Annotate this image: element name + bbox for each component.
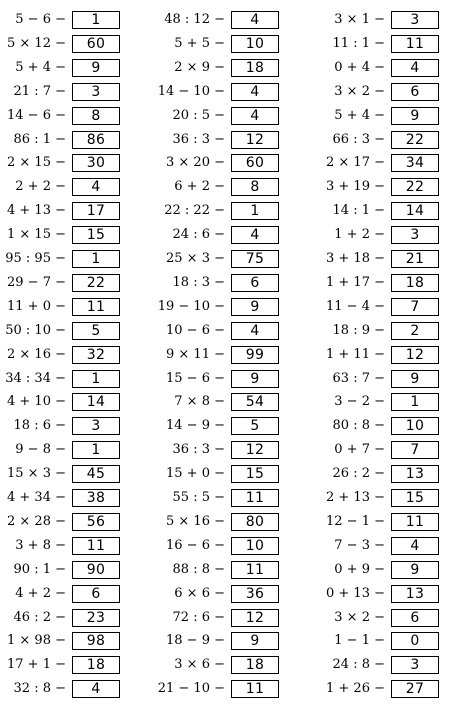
answer-box[interactable]: 3 xyxy=(391,656,439,674)
problem-row xyxy=(0,247,150,271)
problem-expression: 50 : 10 − xyxy=(5,322,66,338)
problem-row xyxy=(150,606,300,630)
problem-expression: 3 × 2 − xyxy=(334,609,385,625)
problem-row xyxy=(0,653,150,677)
answer-box[interactable]: 9 xyxy=(231,370,279,388)
problem-expression: 25 × 3 − xyxy=(166,251,225,266)
problem-row xyxy=(300,510,449,534)
answer-box[interactable]: 11 xyxy=(391,35,439,53)
answer-box[interactable]: 4 xyxy=(231,322,279,340)
problem-row xyxy=(150,295,300,319)
problem-row xyxy=(300,582,449,606)
problem-row xyxy=(0,343,150,367)
answer-box[interactable]: 11 xyxy=(231,561,279,579)
problem-expression: 12 − 1 − xyxy=(326,513,385,529)
problem-expression: 17 + 1 − xyxy=(7,657,66,673)
problem-row xyxy=(150,104,300,128)
problem-row xyxy=(0,606,150,630)
problem-expression: 6 + 2 − xyxy=(174,179,225,195)
problem-expression: 24 : 8 − xyxy=(332,657,385,673)
problem-row xyxy=(150,367,300,391)
problem-row xyxy=(0,367,150,391)
problem-expression: 3 + 19 − xyxy=(326,179,385,195)
problem-row xyxy=(150,32,300,56)
answer-box[interactable]: 75 xyxy=(231,250,279,268)
answer-box[interactable]: 12 xyxy=(391,346,439,364)
problem-expression: 6 × 6 − xyxy=(174,585,225,601)
answer-box[interactable]: 1 xyxy=(391,393,439,411)
answer-box[interactable]: 3 xyxy=(72,83,120,101)
answer-box[interactable]: 4 xyxy=(231,11,279,29)
problem-row xyxy=(0,438,150,462)
problem-expression: 21 : 7 − xyxy=(13,83,66,99)
problem-expression: 1 × 98 − xyxy=(7,633,66,649)
answer-box[interactable]: 4 xyxy=(72,680,120,698)
problem-row xyxy=(150,677,300,701)
answer-box[interactable]: 18 xyxy=(391,274,439,292)
problem-expression: 80 : 8 − xyxy=(332,418,385,434)
problem-expression: 88 : 8 − xyxy=(172,561,225,577)
problem-row xyxy=(0,319,150,343)
problem-row xyxy=(0,510,150,534)
answer-box[interactable]: 12 xyxy=(231,441,279,459)
problem-row xyxy=(0,629,150,653)
problem-row xyxy=(300,104,449,128)
problem-row xyxy=(150,629,300,653)
problem-expression: 1 + 11 − xyxy=(326,346,385,362)
answer-box[interactable]: 5 xyxy=(72,322,120,340)
problem-row xyxy=(150,438,300,462)
answer-box[interactable]: 45 xyxy=(72,465,120,483)
problem-expression: 90 : 1 − xyxy=(13,561,66,577)
problem-expression: 34 : 34 − xyxy=(5,370,66,386)
answer-box[interactable]: 4 xyxy=(231,226,279,244)
problem-expression: 22 : 22 − xyxy=(164,203,225,219)
answer-box[interactable]: 6 xyxy=(391,83,439,101)
problem-row xyxy=(150,271,300,295)
answer-box[interactable]: 18 xyxy=(231,59,279,77)
problem-row xyxy=(300,390,449,414)
answer-box[interactable]: 1 xyxy=(231,202,279,220)
problem-row xyxy=(300,247,449,271)
problem-expression: 3 + 8 − xyxy=(15,537,66,553)
answer-box[interactable]: 22 xyxy=(391,178,439,196)
problem-expression: 0 + 13 − xyxy=(326,585,385,601)
problem-row xyxy=(300,151,449,175)
problem-expression: 46 : 2 − xyxy=(13,609,66,625)
answer-box[interactable]: 22 xyxy=(72,274,120,292)
problem-expression: 5 × 12 − xyxy=(7,35,66,51)
answer-box[interactable]: 3 xyxy=(391,226,439,244)
problem-expression: 9 − 8 − xyxy=(15,442,66,458)
problem-row xyxy=(0,462,150,486)
problem-row xyxy=(0,199,150,223)
answer-box[interactable]: 9 xyxy=(231,298,279,316)
problem-row xyxy=(300,271,449,295)
problem-row xyxy=(300,319,449,343)
problem-expression: 20 : 5 − xyxy=(172,107,225,123)
problem-row xyxy=(150,343,300,367)
answer-box[interactable]: 12 xyxy=(231,131,279,149)
problem-row xyxy=(150,462,300,486)
problem-expression: 16 − 6 − xyxy=(166,537,225,553)
answer-box[interactable]: 10 xyxy=(231,35,279,53)
problem-expression: 15 − 6 − xyxy=(166,370,225,386)
answer-box[interactable]: 4 xyxy=(231,83,279,101)
problem-expression: 72 : 6 − xyxy=(172,609,225,625)
problem-expression: 3 × 6 − xyxy=(174,657,225,673)
answer-box[interactable]: 15 xyxy=(72,226,120,244)
problem-row xyxy=(150,247,300,271)
problem-expression: 2 + 13 − xyxy=(326,490,385,505)
answer-box[interactable]: 6 xyxy=(72,585,120,603)
problem-expression: 19 − 10 − xyxy=(157,298,225,314)
answer-box[interactable]: 9 xyxy=(72,59,120,77)
problem-expression: 1 − 1 − xyxy=(334,633,385,649)
problem-expression: 18 : 3 − xyxy=(172,274,225,290)
problem-row xyxy=(0,151,150,175)
problem-expression: 5 + 5 − xyxy=(174,35,225,51)
problem-expression: 4 + 10 − xyxy=(7,394,66,410)
answer-box[interactable]: 9 xyxy=(391,561,439,579)
answer-box[interactable]: 10 xyxy=(231,537,279,555)
answer-box[interactable]: 38 xyxy=(72,489,120,507)
problem-expression: 7 × 8 − xyxy=(174,394,225,410)
problem-expression: 2 × 28 − xyxy=(7,513,66,529)
answer-box[interactable]: 12 xyxy=(231,609,279,627)
problem-expression: 2 + 2 − xyxy=(15,179,66,195)
problem-expression: 1 + 2 − xyxy=(334,227,385,243)
problem-row xyxy=(0,223,150,247)
answer-box[interactable]: 11 xyxy=(231,489,279,507)
problem-row xyxy=(0,32,150,56)
answer-box[interactable]: 99 xyxy=(231,346,279,364)
answer-box[interactable]: 11 xyxy=(231,680,279,698)
problem-row xyxy=(300,462,449,486)
problem-row xyxy=(0,175,150,199)
problem-row xyxy=(300,199,449,223)
answer-box[interactable]: 9 xyxy=(231,632,279,650)
problem-expression: 1 + 26 − xyxy=(326,681,385,697)
problem-row xyxy=(0,271,150,295)
answer-box[interactable]: 15 xyxy=(391,489,439,507)
problem-row xyxy=(0,486,150,510)
problem-expression: 66 : 3 − xyxy=(332,131,385,147)
problem-row xyxy=(300,653,449,677)
answer-box[interactable]: 27 xyxy=(391,680,439,698)
problem-expression: 0 + 9 − xyxy=(334,561,385,577)
problem-row xyxy=(300,606,449,630)
problem-expression: 48 : 12 − xyxy=(164,12,225,27)
answer-box[interactable]: 9 xyxy=(391,107,439,125)
problem-row xyxy=(300,486,449,510)
problem-expression: 11 + 0 − xyxy=(7,298,66,314)
answer-box[interactable]: 15 xyxy=(231,465,279,483)
problem-expression: 18 : 6 − xyxy=(13,418,66,434)
problem-row xyxy=(0,128,150,152)
problem-expression: 21 − 10 − xyxy=(157,681,225,697)
problem-row xyxy=(300,438,449,462)
problem-row xyxy=(300,558,449,582)
problem-row xyxy=(150,56,300,80)
answer-box[interactable]: 60 xyxy=(231,154,279,172)
problem-expression: 14 − 6 − xyxy=(7,107,66,123)
problem-expression: 86 : 1 − xyxy=(13,131,66,147)
problem-expression: 5 + 4 − xyxy=(334,107,385,123)
problem-row xyxy=(0,80,150,104)
problem-expression: 4 + 2 − xyxy=(15,585,66,601)
problem-expression: 4 + 13 − xyxy=(7,203,66,219)
problem-expression: 11 : 1 − xyxy=(332,35,385,51)
problem-expression: 55 : 5 − xyxy=(172,490,225,505)
answer-box[interactable]: 22 xyxy=(391,131,439,149)
problem-expression: 18 : 9 − xyxy=(332,322,385,338)
problem-row xyxy=(0,534,150,558)
answer-box[interactable]: 17 xyxy=(72,202,120,220)
problem-expression: 9 × 11 − xyxy=(166,346,225,362)
answer-box[interactable]: 4 xyxy=(72,178,120,196)
answer-box[interactable]: 98 xyxy=(72,632,120,650)
problem-row xyxy=(300,32,449,56)
answer-box[interactable]: 11 xyxy=(72,537,120,555)
problem-expression: 3 × 20 − xyxy=(166,155,225,171)
answer-box[interactable]: 14 xyxy=(391,202,439,220)
problem-row xyxy=(150,582,300,606)
problem-expression: 2 × 9 − xyxy=(174,59,225,75)
problem-row xyxy=(300,343,449,367)
answer-box[interactable]: 1 xyxy=(72,11,120,29)
answer-box[interactable]: 6 xyxy=(231,274,279,292)
problem-row xyxy=(150,80,300,104)
answer-box[interactable]: 32 xyxy=(72,346,120,364)
answer-box[interactable]: 3 xyxy=(391,11,439,29)
answer-box[interactable]: 11 xyxy=(391,513,439,531)
answer-box[interactable]: 7 xyxy=(391,298,439,316)
problem-expression: 63 : 7 − xyxy=(332,370,385,386)
answer-box[interactable]: 2 xyxy=(391,322,439,340)
problem-expression: 14 : 1 − xyxy=(332,203,385,219)
answer-box[interactable]: 1 xyxy=(72,250,120,268)
problem-row xyxy=(300,295,449,319)
problem-row xyxy=(0,104,150,128)
answer-box[interactable]: 30 xyxy=(72,154,120,172)
answer-box[interactable]: 5 xyxy=(231,417,279,435)
problem-row xyxy=(150,175,300,199)
problem-row xyxy=(150,558,300,582)
problem-expression: 3 − 2 − xyxy=(334,394,385,410)
answer-box[interactable]: 1 xyxy=(72,441,120,459)
answer-box[interactable]: 34 xyxy=(391,154,439,172)
answer-box[interactable]: 86 xyxy=(72,131,120,149)
problem-row xyxy=(0,295,150,319)
problem-row xyxy=(150,319,300,343)
problem-expression: 1 × 15 − xyxy=(7,227,66,243)
problem-expression: 5 + 4 − xyxy=(15,59,66,75)
problem-row xyxy=(0,558,150,582)
problem-expression: 26 : 2 − xyxy=(332,466,385,482)
problem-expression: 36 : 3 − xyxy=(172,442,225,458)
problem-row xyxy=(150,199,300,223)
answer-box[interactable]: 18 xyxy=(231,656,279,674)
answer-box[interactable]: 13 xyxy=(391,585,439,603)
problem-row xyxy=(150,486,300,510)
problem-row xyxy=(0,414,150,438)
problem-expression: 4 + 34 − xyxy=(7,490,66,505)
problem-expression: 18 − 9 − xyxy=(166,633,225,649)
problem-expression: 15 + 0 − xyxy=(166,466,225,482)
problem-row xyxy=(150,8,300,32)
problem-expression: 14 − 9 − xyxy=(166,418,225,434)
answer-box[interactable]: 54 xyxy=(231,393,279,411)
problem-expression: 0 + 4 − xyxy=(334,59,385,75)
problem-row xyxy=(150,151,300,175)
answer-box[interactable]: 4 xyxy=(391,59,439,77)
problem-row xyxy=(150,534,300,558)
problem-expression: 2 × 15 − xyxy=(7,155,66,171)
answer-box[interactable]: 14 xyxy=(72,393,120,411)
problem-row xyxy=(300,128,449,152)
problem-row xyxy=(150,390,300,414)
answer-box[interactable]: 90 xyxy=(72,561,120,579)
answer-box[interactable]: 18 xyxy=(72,656,120,674)
answer-box[interactable]: 23 xyxy=(72,609,120,627)
problem-expression: 2 × 16 − xyxy=(7,346,66,362)
answer-box[interactable]: 7 xyxy=(391,441,439,459)
answer-box[interactable]: 8 xyxy=(72,107,120,125)
problem-row xyxy=(300,629,449,653)
problem-expression: 29 − 7 − xyxy=(7,274,66,290)
answer-box[interactable]: 56 xyxy=(72,513,120,531)
answer-box[interactable]: 36 xyxy=(231,585,279,603)
problem-expression: 3 + 18 − xyxy=(326,251,385,266)
problem-row xyxy=(300,414,449,438)
problem-row xyxy=(150,414,300,438)
answer-box[interactable]: 3 xyxy=(72,417,120,435)
answer-box[interactable]: 0 xyxy=(391,632,439,650)
problem-row xyxy=(0,390,150,414)
problem-row xyxy=(300,677,449,701)
problem-expression: 5 × 16 − xyxy=(166,513,225,529)
answer-box[interactable]: 8 xyxy=(231,178,279,196)
problem-row xyxy=(300,8,449,32)
answer-box[interactable]: 11 xyxy=(72,298,120,316)
problem-row xyxy=(150,128,300,152)
problem-row xyxy=(150,223,300,247)
answer-box[interactable]: 9 xyxy=(391,370,439,388)
answer-box[interactable]: 10 xyxy=(391,417,439,435)
answer-box[interactable]: 60 xyxy=(72,35,120,53)
problem-expression: 95 : 95 − xyxy=(5,251,66,266)
problem-expression: 10 − 6 − xyxy=(166,322,225,338)
problem-row xyxy=(150,653,300,677)
problem-expression: 32 : 8 − xyxy=(13,681,66,697)
problem-row xyxy=(300,80,449,104)
problem-expression: 5 − 6 − xyxy=(15,12,66,27)
problem-expression: 11 − 4 − xyxy=(326,298,385,314)
answer-box[interactable]: 1 xyxy=(72,370,120,388)
problem-expression: 14 − 10 − xyxy=(157,83,225,99)
problem-row xyxy=(300,534,449,558)
problem-row xyxy=(300,175,449,199)
problem-row xyxy=(150,510,300,534)
problem-expression: 3 × 1 − xyxy=(334,12,385,27)
problem-row xyxy=(0,582,150,606)
problem-row xyxy=(300,223,449,247)
answer-box[interactable]: 21 xyxy=(391,250,439,268)
answer-box[interactable]: 4 xyxy=(391,537,439,555)
problem-row xyxy=(0,677,150,701)
problem-row xyxy=(300,56,449,80)
problem-expression: 0 + 7 − xyxy=(334,442,385,458)
answer-box[interactable]: 6 xyxy=(391,609,439,627)
problem-row xyxy=(0,8,150,32)
problem-expression: 2 × 17 − xyxy=(326,155,385,171)
answer-box[interactable]: 80 xyxy=(231,513,279,531)
problem-row xyxy=(0,56,150,80)
problem-expression: 1 + 17 − xyxy=(326,274,385,290)
problem-expression: 15 × 3 − xyxy=(7,466,66,482)
problem-expression: 3 × 2 − xyxy=(334,83,385,99)
answer-box[interactable]: 13 xyxy=(391,465,439,483)
problem-expression: 7 − 3 − xyxy=(334,537,385,553)
problem-row xyxy=(300,367,449,391)
problem-expression: 24 : 6 − xyxy=(172,227,225,243)
answer-box[interactable]: 4 xyxy=(231,107,279,125)
problem-expression: 36 : 3 − xyxy=(172,131,225,147)
